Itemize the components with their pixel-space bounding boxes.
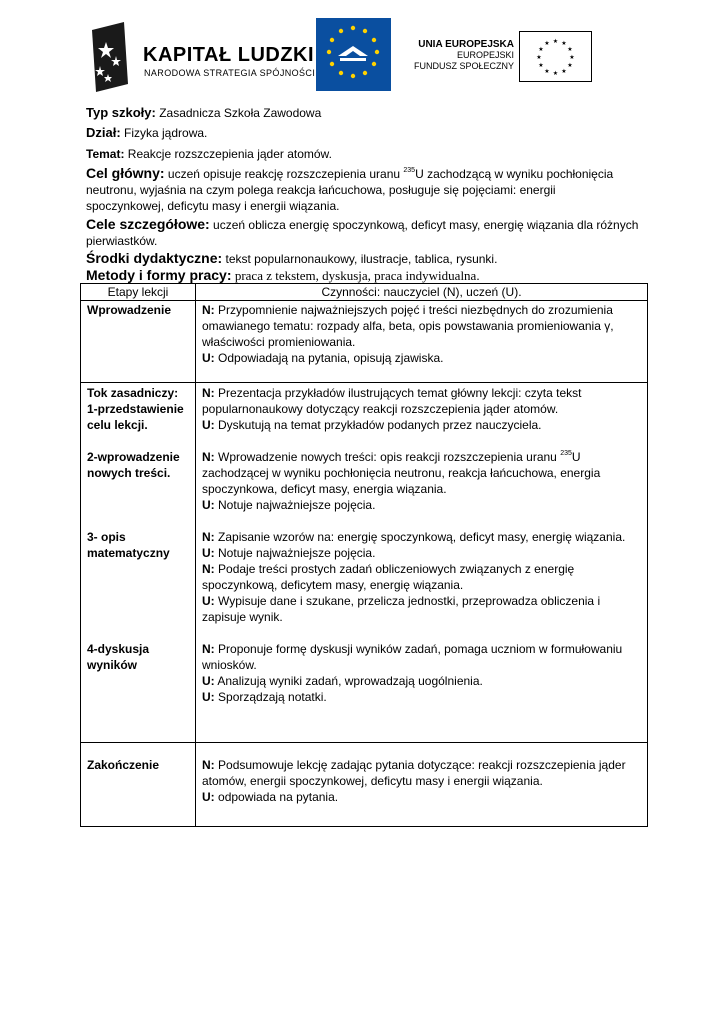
- topic-label: Temat:: [86, 147, 125, 161]
- teacher-tag: N:: [202, 450, 215, 464]
- eu-social-fund-label: FUNDUSZ SPOŁECZNY: [414, 61, 515, 71]
- s4-teacher-text-2: wniosków.: [202, 658, 257, 672]
- stage-1-label-2: celu lekcji.: [87, 418, 148, 432]
- s1-student-text: Dyskutują na temat przykładów podanych przez nauczyciela.: [218, 418, 542, 432]
- teacher-tag: N:: [202, 530, 215, 544]
- table-header-row: [81, 284, 648, 301]
- main-goal-isotope-sup: 235: [403, 167, 416, 174]
- didactic-means-label: Środki dydaktyczne:: [86, 250, 223, 266]
- s3-teacher-text: Zapisanie wzorów na: energię spoczynkową, deficyt masy, energię wiązania.: [218, 530, 626, 544]
- eu-emblem-logo: [316, 18, 391, 91]
- main-goal-text-3: neutronu, wyjaśnia na czym polega reakcja łańcuchowa, posługuje się pojęciami: energii: [86, 183, 556, 197]
- main-goal-block: [86, 165, 646, 214]
- main-goal-text-1: uczeń opisuje reakcję rozszczepienia uranu: [167, 167, 401, 181]
- stage-3-label-2: matematyczny: [87, 546, 170, 560]
- s2-teacher-text-2: zachodzącej w wyniku pochłonięcia neutronu, reakcja łańcuchowa, energia: [202, 466, 601, 480]
- main-goal-text-4: spoczynkowej, deficytu masy i energii wiązania.: [86, 199, 340, 213]
- stage-intro-label: Wprowadzenie: [87, 303, 172, 317]
- detailed-goals-label: Cele szczegółowe:: [86, 216, 210, 232]
- svg-text:★: ★: [544, 40, 550, 47]
- ending-teacher-text-2: atomów, energii spoczynkowej, deficytu masy i energii wiązania.: [202, 774, 543, 788]
- teacher-tag: N:: [202, 303, 215, 317]
- s2-teacher-text: Wprowadzenie nowych treści: opis reakcji rozszczepienia uranu: [218, 450, 557, 464]
- intro-teacher-text-2: omawianego tematu: rozpady alfa, beta, opis powstawania promieniowania γ,: [202, 319, 614, 333]
- detailed-goals-text-1: uczeń oblicza energię spoczynkową, deficyt masy, energię wiązania dla różnych: [213, 218, 639, 232]
- stage-main-label: Tok zasadniczy:: [87, 386, 179, 400]
- topic-value: Reakcje rozszczepienia jąder atomów.: [127, 147, 332, 161]
- main-goal-label: Cel główny:: [86, 165, 165, 181]
- detailed-goals-block: [86, 216, 646, 249]
- didactic-means-line: [86, 250, 646, 267]
- ending-student-text: odpowiada na pytania.: [218, 790, 339, 804]
- school-type-value: Zasadnicza Szkoła Zawodowa: [159, 106, 322, 120]
- kapital-ludzki-subtitle: NARODOWA STRATEGIA SPÓJNOŚCI: [144, 68, 316, 78]
- topic-line: [86, 146, 646, 162]
- activities-ending: [196, 743, 648, 827]
- stage-1-label: 1-przedstawienie: [87, 402, 184, 416]
- svg-text:★: ★: [561, 40, 567, 47]
- s3-student-text-3: zapisuje wynik.: [202, 610, 283, 624]
- svg-text:★: ★: [538, 46, 544, 53]
- s4-student-text-2: Sporządzają notatki.: [218, 690, 327, 704]
- eu-union-label: UNIA EUROPEJSKA: [418, 39, 514, 50]
- s4-student-text: Analizują wyniki zadań, wprowadzają uogólnienia.: [217, 674, 483, 688]
- intro-teacher-text-3: właściwości promieniowania.: [202, 335, 356, 349]
- svg-text:★: ★: [567, 46, 573, 53]
- table-row: [81, 383, 648, 743]
- kapital-ludzki-title: KAPITAŁ LUDZKI: [143, 44, 315, 66]
- table-row: [81, 301, 648, 383]
- stage-2-label-2: nowych treści.: [87, 466, 171, 480]
- svg-text:★: ★: [552, 70, 559, 77]
- page-header: [0, 0, 725, 100]
- student-tag: U:: [202, 546, 215, 560]
- stage-3-label: 3- opis: [87, 530, 126, 544]
- s4-teacher-text: Proponuje formę dyskusji wyników zadań, pomaga uczniom w formułowaniu: [218, 642, 623, 656]
- student-tag: U:: [202, 351, 215, 365]
- s2-isotope-sup: 235: [560, 450, 572, 457]
- header-stages: Etapy lekcji: [81, 284, 196, 301]
- section-line: [86, 125, 646, 141]
- stage-4-label-2: wyników: [87, 658, 138, 672]
- stage-intro: [81, 301, 196, 383]
- main-goal-text-2: U zachodzącą w wyniku pochłonięcia: [415, 167, 614, 181]
- teacher-tag: N:: [202, 562, 215, 576]
- intro-student-text: Odpowiadają na pytania, opisują zjawiska.: [218, 351, 444, 365]
- eu-european-label: EUROPEJSKI: [456, 50, 514, 60]
- stage-ending-label: Zakończenie: [87, 758, 160, 772]
- section-value: Fizyka jądrowa.: [124, 126, 208, 140]
- svg-text:★: ★: [569, 54, 575, 61]
- svg-text:★: ★: [538, 62, 544, 69]
- activities-main: [196, 383, 648, 743]
- stage-ending: [81, 743, 196, 827]
- svg-text:★: ★: [544, 68, 550, 75]
- student-tag: U:: [202, 790, 215, 804]
- student-tag: U:: [202, 418, 215, 432]
- s1-teacher-text-2: popularnonaukowy dotyczący reakcji rozszczepienia jąder atomów.: [202, 402, 559, 416]
- svg-text:★: ★: [536, 54, 542, 61]
- eu-text-block: [414, 39, 514, 72]
- s3-teacher-text-2: Podaje treści prostych zadań obliczeniowych związanych z energię: [218, 562, 575, 576]
- stage-2-label: 2-wprowadzenie: [87, 450, 180, 464]
- student-tag: U:: [202, 498, 215, 512]
- lesson-plan-table: [80, 283, 648, 827]
- teacher-tag: N:: [202, 386, 215, 400]
- kapital-ludzki-logo: [88, 22, 132, 94]
- student-tag: U:: [202, 594, 215, 608]
- methods-label: Metody i formy pracy:: [86, 267, 232, 283]
- s3-teacher-text-3: spoczynkową, deficytem masy, energię wiązania.: [202, 578, 464, 592]
- svg-text:★: ★: [567, 62, 573, 69]
- teacher-tag: N:: [202, 758, 215, 772]
- detailed-goals-text-2: pierwiastków.: [86, 234, 158, 248]
- ending-teacher-text: Podsumowuje lekcję zadając pytania dotyczące: reakcji rozszczepienia jąder: [218, 758, 626, 772]
- section-label: Dział:: [86, 125, 121, 140]
- methods-line: [86, 267, 646, 284]
- svg-text:★: ★: [552, 38, 559, 45]
- stage-main: [81, 383, 196, 743]
- student-tag: U:: [202, 674, 215, 688]
- stage-4-label: 4-dyskusja: [87, 642, 150, 656]
- eu-flag-icon: [519, 31, 592, 82]
- header-activities: Czynności: nauczyciel (N), uczeń (U).: [196, 284, 648, 301]
- teacher-tag: N:: [202, 642, 215, 656]
- svg-text:★: ★: [561, 68, 567, 75]
- intro-teacher-text: Przypomnienie najważniejszych pojęć i treści niezbędnych do zrozumienia: [218, 303, 613, 317]
- s2-student-text: Notuje najważniejsze pojęcia.: [218, 498, 376, 512]
- school-type-line: [86, 105, 646, 121]
- student-tag: U:: [202, 690, 215, 704]
- didactic-means-value: tekst popularnonaukowy, ilustracje, tablica, rysunki.: [225, 252, 498, 266]
- methods-value: praca z tekstem, dyskusja, praca indywidualna.: [234, 268, 480, 283]
- school-type-label: Typ szkoły:: [86, 105, 156, 120]
- activities-intro: [196, 301, 648, 383]
- s1-teacher-text: Prezentacja przykładów ilustrujących temat główny lekcji: czyta tekst: [218, 386, 582, 400]
- s3-student-text: Notuje najważniejsze pojęcia.: [218, 546, 376, 560]
- s3-student-text-2: Wypisuje dane i szukane, przelicza jednostki, przeprowadza obliczenia i: [218, 594, 601, 608]
- s2-teacher-text-3: spoczynkowa, deficyt masy, energia wiązania.: [202, 482, 447, 496]
- s2-uranium-symbol: U: [571, 450, 581, 464]
- table-row: [81, 743, 648, 827]
